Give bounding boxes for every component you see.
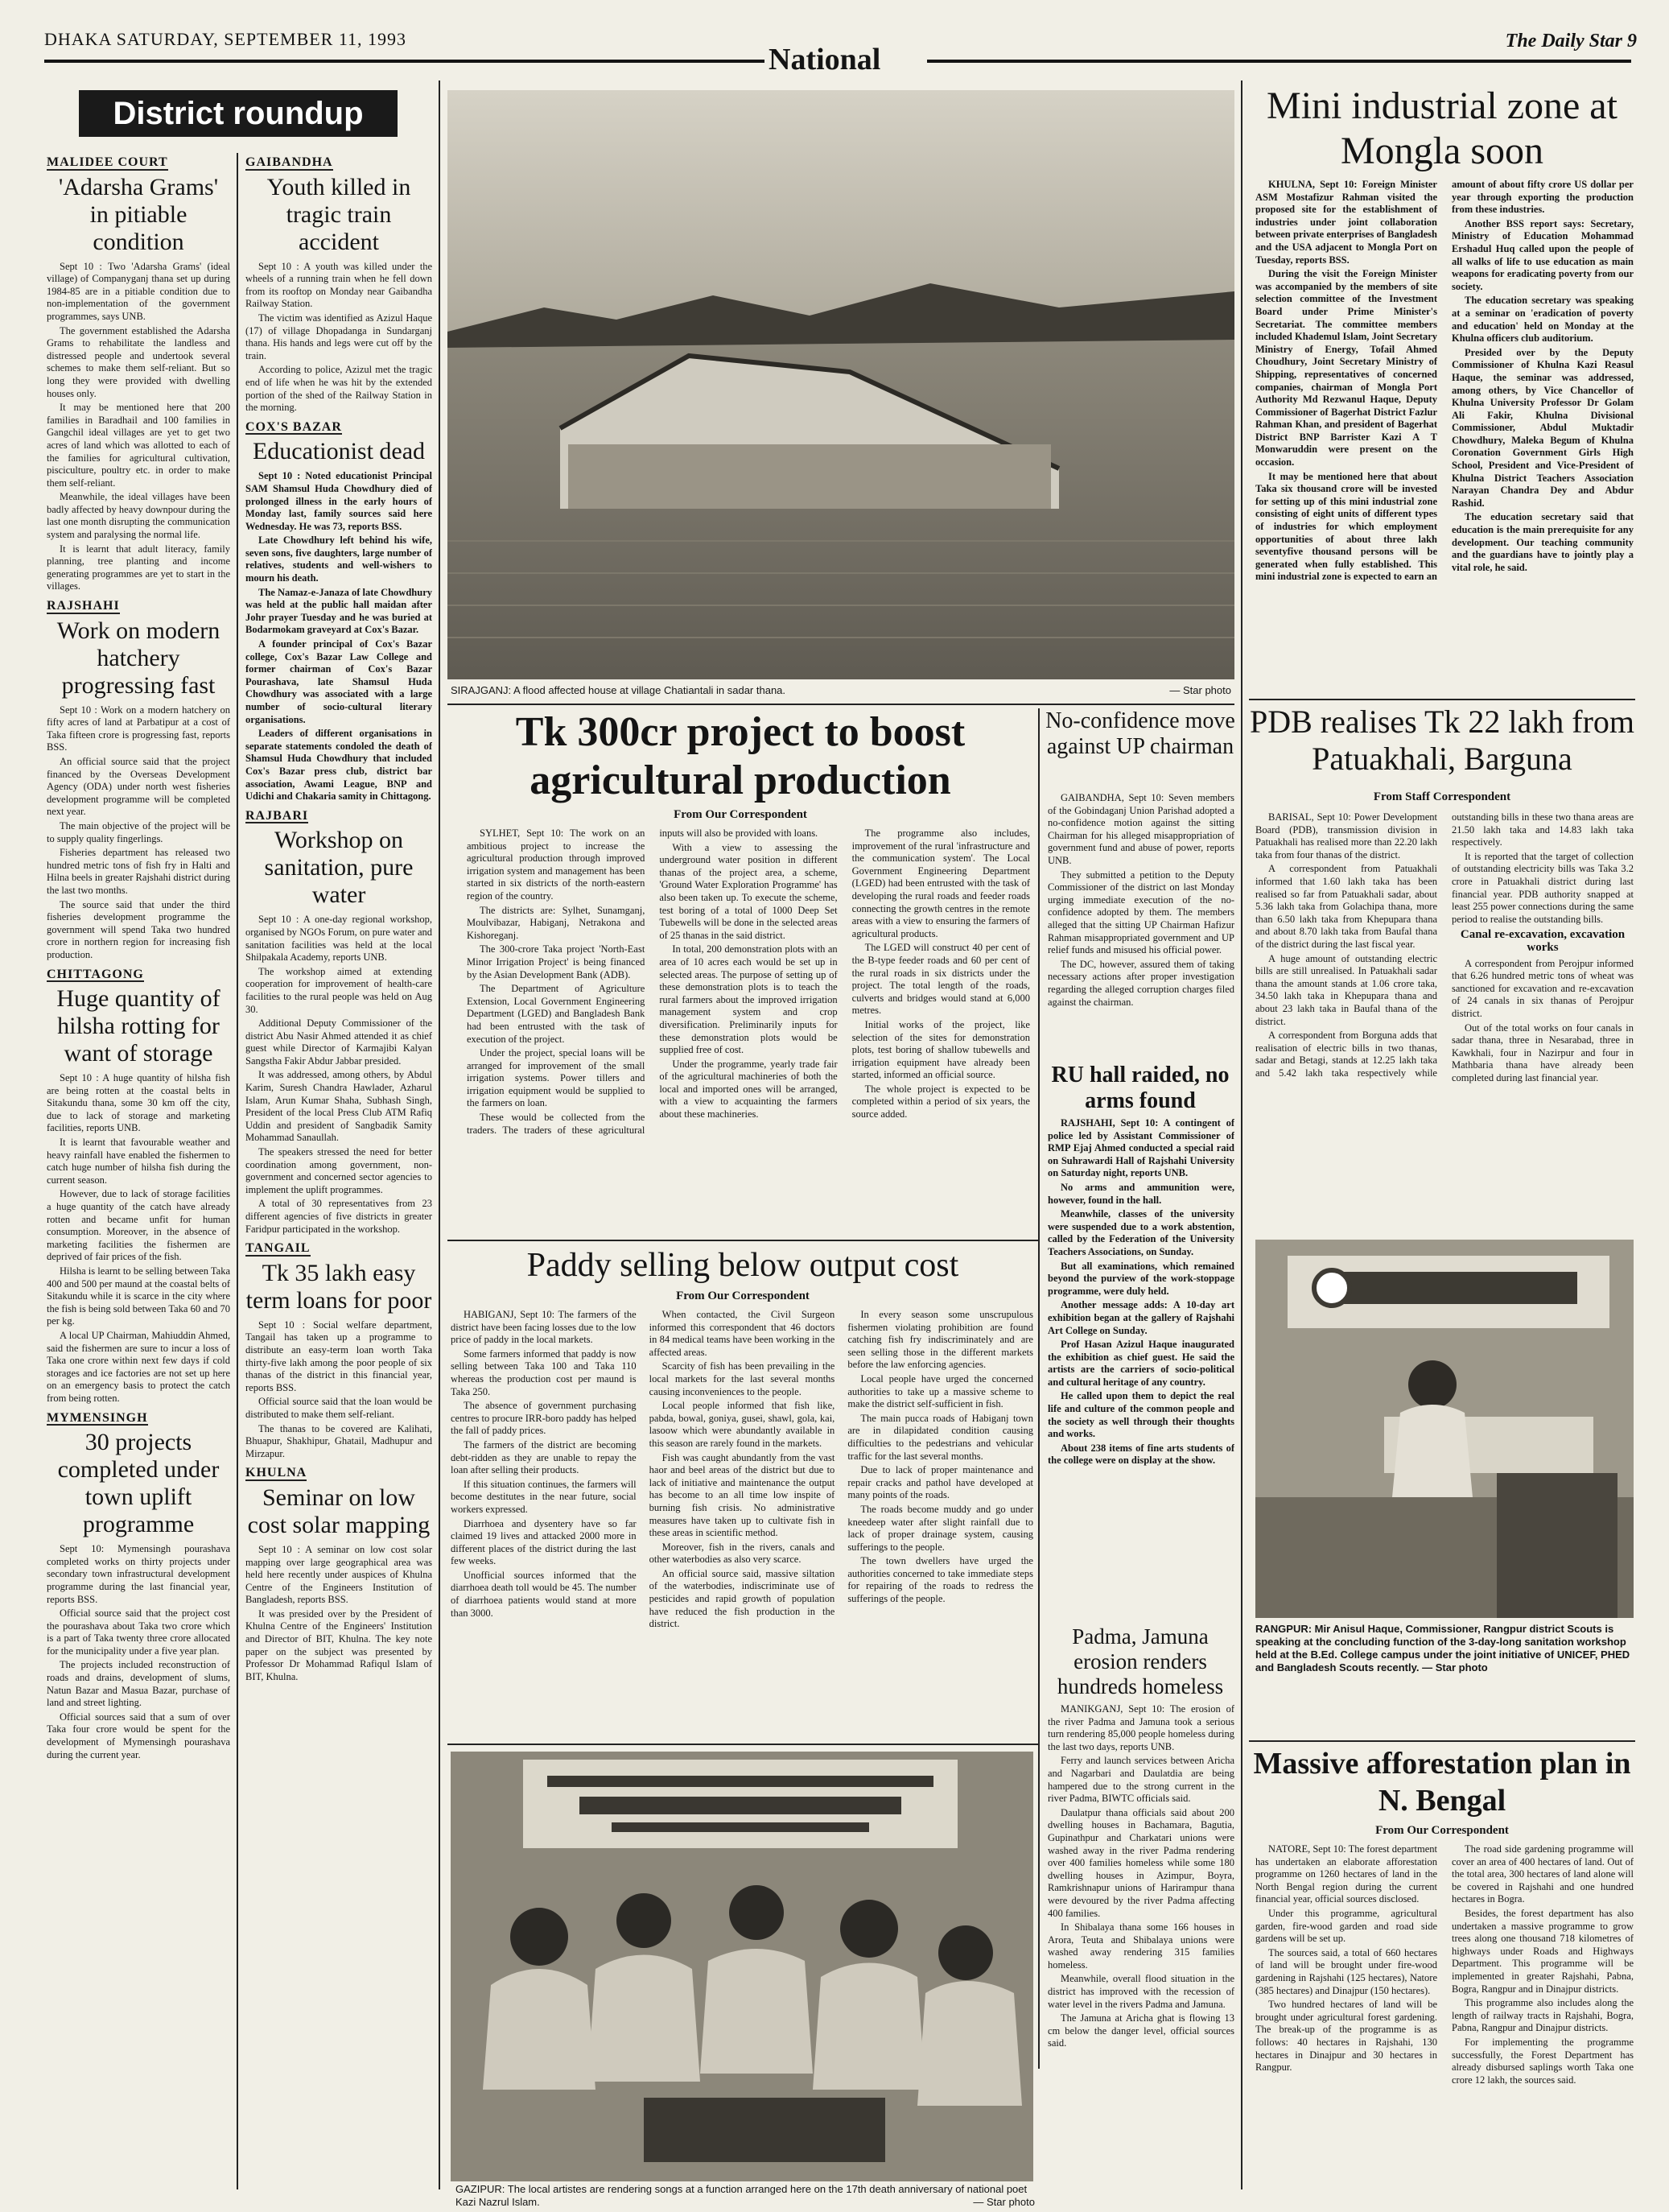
article-paragraph: Under this programme, agricultural garden, fire-wood garden and road side gardens will be set up. bbox=[1255, 1907, 1437, 1945]
divider bbox=[447, 704, 1234, 705]
divider bbox=[447, 1240, 1038, 1241]
article-paragraph: Fish was caught abundantly from the vast haor and beel areas of the district but due to lack of initiative and maintenance the output has become to an all time low inspite of burning fish crisis. No administrative measures have taken up to cultivate fish in these areas in scientific method. bbox=[649, 1451, 835, 1539]
byline: From Our Correspondent bbox=[676, 1290, 810, 1302]
article-paragraph: Leaders of different organisations in separate statements condoled the death of Shamsul Huda Chowdhury that included Cox's Bazar press club, district bar association, Awami League, BNP and Udichi and Chakaria samity in Chittagong. bbox=[245, 728, 432, 803]
gazipur-photo-caption bbox=[455, 2183, 1035, 2209]
headline: 30 projects completed under town uplift programme bbox=[57, 1429, 220, 1538]
article-paragraph: The sources said, a total of 660 hectares of land will be brought under fire-wood gardening in Rajshahi (125 hectares), Natore (385 hectares) and Dinajpur (150 hectares). bbox=[1255, 1946, 1437, 1996]
article-paragraph: An official source said, massive siltation of the waterbodies, indiscriminate use of pesticides and rapid growth of population have reduced the fish production in the district. bbox=[649, 1567, 835, 1630]
headline: Workshop on sanitation, pure water bbox=[264, 827, 414, 909]
article-paragraph: With a view to assessing the underground water position in different thanas of the project area, a scheme, 'Ground Water Exploration Programme' has also been taken up. To execute the scheme, test boring of a total of 1000 Deep Set Tubewells will be done in the selected areas of 25 thanas in the said district. bbox=[659, 841, 838, 941]
flood-house-photo bbox=[447, 90, 1234, 679]
article-paragraph: The districts are: Sylhet, Sunamganj, Moulvibazar, Habiganj, Netrakona and Kishoreganj. bbox=[467, 904, 645, 941]
article-paragraph: During the visit the Foreign Minister was accompanied by the members of site selection committee of the Investment Board under Prime Minister's Secretariat. The committee members included Khademul Islam, Joint Secretary Ministry of Energy, Tofail Ahmed Choudhury, Joint Secretary Ministry of Shipping, representatives of concerned companies, chairman of Mongla Port Authority Md Rezwanul Haque, Deputy Commissioner of Bagerhat District Fazlur Rahman Khan, and president of Bagerhat District BNP Barrister Kazi A T Monwaruddin were present on the occasion. bbox=[1255, 268, 1437, 468]
newspaper-brand: The Daily Star 9 bbox=[1505, 31, 1637, 52]
roundup-column-1 bbox=[47, 151, 230, 2188]
article-paragraph: A total of 30 representatives from 23 different agencies of five districts in greater Faridpur participated in the workshop. bbox=[245, 1198, 432, 1235]
article-paragraph: SYLHET, Sept 10: The work on an ambitious project to increase the agricultural production through improved irrigation system and management has been started in six districts of the north-eastern region of the country. bbox=[467, 827, 645, 902]
district-label: CHITTAGONG bbox=[47, 967, 144, 981]
headline: Work on modern hatchery progressing fast bbox=[56, 617, 220, 699]
article-paragraph: The whole project is expected to be completed within a period of six years, the source added. bbox=[851, 1083, 1030, 1120]
headline: Educationist dead bbox=[252, 438, 426, 465]
article-paragraph: No arms and ammunition were, however, found in the hall. bbox=[1048, 1181, 1234, 1206]
article-paragraph: An official source said that the project financed by the Overseas Development Agency (ODA) under north west fisheries development programme will be completed next year. bbox=[47, 756, 230, 818]
district-label: MALIDEE COURT bbox=[47, 155, 168, 169]
article-paragraph: BARISAL, Sept 10: Power Development Board (PDB), transmission division in Patuakhali has realised more than 22.20 lakh taka from four thanas of the district. bbox=[1255, 811, 1437, 860]
paddy-body bbox=[451, 1309, 1033, 1739]
article-paragraph: Meanwhile, the ideal villages have been badly affected by heavy downpour during the last one month disrupting the communication system and paralysing the normal life. bbox=[47, 491, 230, 541]
padma-body bbox=[1048, 1703, 1234, 2189]
district-label: RAJBARI bbox=[245, 808, 309, 823]
caption-text: RANGPUR: Mir Anisul Haque, Commissioner, Rangpur district Scouts is speaking at the concluding function of the 3-day-long sanitation workshop held at the B.Ed. College campus under the joint initiative of UNICEF, PHED and Bangladesh Scouts recently. bbox=[1255, 1623, 1630, 1673]
article-paragraph: However, due to lack of storage facilities a huge quantity of the catch have already rotten and became unfit for human consumption. Moreover, in the absence of marketing facilities the fishermen are deprived of fair prices of the fish. bbox=[47, 1188, 230, 1263]
article-paragraph: It is learnt that adult literacy, family planning, tree planting and income generating programmes are yet to start in the villages. bbox=[47, 543, 230, 592]
article-paragraph: Meanwhile, overall flood situation in the district has improved with the recession of water level in the rivers Padma and Jamuna. bbox=[1048, 1973, 1234, 2010]
article-paragraph: The thanas to be covered are Kalihati, Bhuapur, Shakhipur, Ghatail, Madhupur and Mirzapur. bbox=[245, 1422, 432, 1459]
article-paragraph: The speakers stressed the need for better coordination among government, non-government and concerned sector agencies to implement the uplift programmes. bbox=[245, 1146, 432, 1195]
headline: Tk 35 lakh easy term loans for poor bbox=[245, 1259, 432, 1314]
article-paragraph: Local people have urged the concerned authorities to take up a massive scheme to make the district self-sufficient in fish. bbox=[847, 1372, 1033, 1410]
article-paragraph: Official source said that the project cost the pourashava about Taka two crore which is a part of Taka twenty three crore allocated for the municipality under a five year plan. bbox=[47, 1607, 230, 1657]
pdb-body bbox=[1255, 811, 1634, 1233]
article-paragraph: The 300-crore Taka project 'North-East Minor Irrigation Project' is being financed by the Asian Development Bank (ADB). bbox=[467, 943, 645, 980]
mongla-body bbox=[1255, 179, 1634, 694]
article-paragraph: Besides, the forest department has also undertaken a massive programme to grow trees along one thousand 718 kilometres of highways under Roads and Highways Department. This programme will be implemented in greater Rajshahi, Pabna, Bogra, Rangpur and in Dinajpur districts. bbox=[1452, 1907, 1634, 1995]
article-paragraph: The road side gardening programme will cover an area of 400 hectares of land. Out of the total area, 300 hectares of land alone will be covered in Rajshahi and one hundred hectares in Bogra. bbox=[1452, 1843, 1634, 1905]
article-paragraph: The projects included reconstruction of roads and drains, development of slums, Natun Bazar and Masua Bazar, purchase of land and street lighting. bbox=[47, 1659, 230, 1709]
article-paragraph: Meanwhile, classes of the university were suspended due to a work abstention, called by the Federation of the University Teachers Associations, on Sunday. bbox=[1048, 1208, 1234, 1257]
article-paragraph: He called upon them to depict the real life and culture of the common people and the society as well through their thoughts and works. bbox=[1048, 1390, 1234, 1440]
mongla-headline: Mini industrial zone at Mongla soon bbox=[1267, 85, 1617, 172]
article-paragraph: It may be mentioned here that about Taka six thousand crore will be invested for setting up of this mini industrial zone consisting of eight units of different types of industries for which employment opportunities of about three lakh seventyfive thousand persons will be generated when fully established. This mini industrial zone is expected to earn an amount of about fifty crore US dollar per year through exporting the production from these industries. bbox=[1255, 179, 1634, 583]
article-paragraph: The main objective of the project will be to supply quality fingerlings. bbox=[47, 819, 230, 844]
article-paragraph: Moreover, fish in the rivers, canals and other waterbodies as also very scarce. bbox=[649, 1541, 835, 1566]
article-paragraph: Ferry and launch services between Aricha and Nagarbari and Daulatdia are being hampered due to the strong current in the river Padma, BIWTC officials said. bbox=[1048, 1755, 1234, 1805]
article-paragraph: The programme also includes, improvement of the rural 'infrastructure and the communication system'. The Local Government Engineering Department (LGED) had been entrusted with the task of developing the rural roads and feeder roads connecting the growth centres in the remote areas with a view to ensuring the farmers of agricultural products. bbox=[851, 827, 1030, 939]
district-label: RAJSHAHI bbox=[47, 599, 120, 613]
noconf-body bbox=[1048, 792, 1234, 1058]
byline: From Our Correspondent bbox=[1375, 1824, 1509, 1837]
article-paragraph: Presided over by the Deputy Commissioner of Khulna Kazi Reasul Haque, the seminar was addressed, among others, by Vice Chancellor of Khulna University Professor Dr Golam Ali Fakir, Khulna Divisional Commissioner, Abdul Muktadir Chowdhury, Maleka Begum of Khulna Coronation Government Girls High School, President and Vice-President of Khulna District Teachers Association Narayan Chandra Dey and Abdur Rashid. bbox=[1452, 346, 1634, 509]
article-paragraph: Daulatpur thana officials said about 200 dwelling houses in Bachamara, Bagutia, Gupinathpur and Charkatari unions were washed away in the river Padma rendering over 400 families homeless while some 180 dwelling houses in Azimpur, Boyra, Ramkrishnapur unions of Harirampur thana were devoured by the river Padma affecting 400 families. bbox=[1048, 1806, 1234, 1919]
article-paragraph: KHULNA, Sept 10: Foreign Minister ASM Mostafizur Rahman visited the proposed site for the establishment of industries under joint collaboration between private enterprises of Bangladesh and the USA adjacent to Mongla Port on Tuesday, reports BSS. bbox=[1255, 179, 1437, 266]
article-paragraph: In Shibalaya thana some 166 houses in Arora, Teuta and Shibalaya unions were washed away rendering 315 families homeless. bbox=[1048, 1921, 1234, 1971]
district-label: COX'S BAZAR bbox=[245, 419, 342, 434]
article-paragraph: Another message adds: A 10-day art exhibition began at the gallery of Rajshahi Art College on Sunday. bbox=[1048, 1299, 1234, 1336]
ruhall-headline: RU hall raided, no arms found bbox=[1051, 1063, 1230, 1113]
article-paragraph: It is learnt that favourable weather and heavy rainfall have enabled the fishermen to catch huge number of hilsha fish during the current season. bbox=[47, 1137, 230, 1186]
article-paragraph: MANIKGANJ, Sept 10: The erosion of the river Padma and Jamuna took a serious turn rendering 85,000 people homeless during the last two days, reports UNB. bbox=[1048, 1703, 1234, 1752]
pdb-headline: PDB realises Tk 22 lakh from Patuakhali, Barguna bbox=[1249, 704, 1635, 777]
divider bbox=[447, 1744, 1038, 1745]
article-paragraph: The source said that under the third fisheries development programme the government will spend Taka two hundred crore in northern region for increasing fish production. bbox=[47, 898, 230, 960]
byline: From Staff Correspondent bbox=[1373, 790, 1511, 803]
article-paragraph: Due to lack of proper maintenance and repair cracks and pathol have developed at many points of the roads. bbox=[847, 1464, 1033, 1501]
article-paragraph: Unofficial sources informed that the diarrhoea death toll would be 45. The number of diarrhoea patients would stand at more than 3000. bbox=[451, 1569, 637, 1619]
headline: 'Adarsha Grams' in pitiable condition bbox=[58, 173, 219, 255]
article-paragraph: In total, 200 demonstration plots with an area of 10 acres each would be set up in selected areas. The purpose of setting up of these demonstration plots is to teach the rural farmers about the improved irrigation management system and crop diversification. Preliminarily inputs for these demonstration plots would be supplied free of cost. bbox=[659, 943, 838, 1056]
paddy-headline: Paddy selling below output cost bbox=[526, 1247, 959, 1284]
rangpur-commissioner-image bbox=[1255, 1240, 1634, 1618]
photo-credit: — Star photo bbox=[1422, 1661, 1488, 1673]
divider bbox=[1249, 1740, 1635, 1742]
article-paragraph: Two hundred hectares of land will be brought under agricultural forest gardening. The break-up of the programme is as follows: 40 hectares in Rajshahi, 130 hectares in Dinajpur and 30 hectares in Rangpur. bbox=[1255, 1999, 1437, 2074]
photo-credit: — Star photo bbox=[1169, 684, 1231, 696]
article-paragraph: The roads become muddy and go under kneedeep water after slight rainfall due to lack of proper drainage system, causing sufferings to the people. bbox=[847, 1503, 1033, 1553]
masthead-rule-left bbox=[44, 60, 764, 63]
article-paragraph: A correspondent from Patuakhali informed that 1.60 lakh taka has been realised so far from Patuakhali sadar, about 5.36 lakh taka from Golachipa thana, more than 6.50 lakh taka from Khepupara thana and about 8.70 lakh taka from Baufal thana of the district during the last fiscal year. bbox=[1255, 863, 1437, 950]
article-paragraph: The Department of Agriculture Extension, Local Government Engineering Department (LGED) and Bangladesh Bank had been entrusted with the task of execution of the project. bbox=[467, 983, 645, 1045]
column-rule bbox=[237, 153, 238, 2189]
divider bbox=[1249, 699, 1635, 700]
article-paragraph: The Namaz-e-Janaza of late Chowdhury was held at the public hall maidan after Johr prayer Tuesday and he was buried at Bodarmokam graveyard at Cox's Bazar. bbox=[245, 586, 432, 636]
article-paragraph: Fisheries department has released two hundred metric tons of fish fry in Halti and Hilna beels in greater Rajshahi district during the last two months. bbox=[47, 847, 230, 896]
article-paragraph: According to police, Azizul met the tragic end of life when he was hit by the extended portion of the shed of the Railway Station in the morning. bbox=[245, 364, 432, 414]
article-paragraph: Hilsha is learnt to be selling between Taka 400 and 500 per maund at the coastal belts of Sitakundu while it is scarce in the city where the fish is being sold between Taka 60 and 70 per kg. bbox=[47, 1265, 230, 1327]
article-paragraph: Official source said that the loan would be distributed to make them self-reliant. bbox=[245, 1396, 432, 1420]
article-paragraph: The government established the Adarsha Grams to rehabilitate the landless and distressed people and undertook several schemes to make them self-reliant. But so long they were provided with dwelling houses only. bbox=[47, 324, 230, 399]
article-paragraph: Sept 10 : A huge quantity of hilsha fish are being rotten at the coastal belts in Sitakundu thana, some 30 km off the city, due to lack of storage and marketing facilities, reports UNB. bbox=[47, 1072, 230, 1134]
article-paragraph: Diarrhoea and dysentery have so far claimed 19 lives and attacked 2000 more in different places of the district during the last few weeks. bbox=[451, 1517, 637, 1567]
article-paragraph: The workshop aimed at extending cooperation for improvement of health-care facilities to the rural people was held on Aug 30. bbox=[245, 965, 432, 1015]
headline: Huge quantity of hilsha rotting for want of storage bbox=[56, 985, 220, 1067]
noconf-headline: No-confidence move against UP chairman bbox=[1045, 708, 1235, 759]
headline: Seminar on low cost solar mapping bbox=[247, 1484, 431, 1538]
article-paragraph: It is reported that the target of collection of outstanding electricity bills was Taka 3.2 crore in Patuakhali district during last financial year. PDB authority snapped at least 255 power connections during the same period to realise the outstanding bills. bbox=[1452, 850, 1634, 925]
caption-text: GAZIPUR: The local artistes are rendering songs at a function arranged here on the 17th death anniversary of national poet Kazi Nazrul Islam. bbox=[455, 2183, 1028, 2208]
article-paragraph: In every season some unscrupulous fishermen violating prohibition are found catching fish fry indiscriminately and are seen selling those in the different markets before the law enforcing agencies. bbox=[847, 1309, 1033, 1371]
article-paragraph: They submitted a petition to the Deputy Commissioner of the district on last Monday urging immediate execution of the no-confidence adopted by them. The members alleged that the sitting UP Chairman Hafizur Rahman misappropriated government and UP relief funds and misused his official power. bbox=[1048, 869, 1234, 956]
byline: From Our Correspondent bbox=[674, 808, 807, 821]
article-paragraph: Sept 10 : Social welfare department, Tangail has taken up a programme to distribute an easy-term loan worth Taka thirty-five lakh among the poor people of six thanas of the district in this financial year, reports BSS. bbox=[245, 1319, 432, 1393]
article-paragraph: Another BSS report says: Secretary, Ministry of Education Mohammad Ershadul Huq called upon the people of all walks of life to use education as main weapons for eradicating poverty from our society. bbox=[1452, 217, 1634, 292]
district-roundup-banner: District roundup bbox=[79, 90, 398, 137]
article-paragraph: Under the programme, yearly trade fair of the agricultural machineries of both the local and imported ones will be arranged, with a view to acquainting the farmers about these machineries. bbox=[659, 1058, 838, 1120]
article-paragraph: GAIBANDHA, Sept 10: Seven members of the Gobindaganj Union Parishad adopted a no-confidence motion against the sitting Chairman for his alleged misappropriation of government fund and abuse of power, reports UNB. bbox=[1048, 792, 1234, 866]
photo-credit: — Star photo bbox=[973, 2196, 1035, 2208]
section-title: National bbox=[769, 43, 881, 76]
article-paragraph: The absence of government purchasing centres to procure IRR-boro paddy has helped the fall of paddy prices. bbox=[451, 1400, 637, 1437]
article-paragraph: NATORE, Sept 10: The forest department has undertaken an elaborate afforestation programme on 1260 hectares of land in the North Bengal region during the current financial year, official sources disclosed. bbox=[1255, 1843, 1437, 1905]
afforest-body bbox=[1255, 1843, 1634, 2189]
tk300-body bbox=[467, 827, 1030, 1234]
article-paragraph: Sept 10 : Noted educationist Principal SAM Shamsul Huda Chowdhury died of prolonged illness in the early hours of Monday last, family sources said here Wednesday. He was 73, reports BSS. bbox=[245, 470, 432, 532]
gazipur-photo bbox=[451, 1752, 1033, 2181]
article-paragraph: A local UP Chairman, Mahiuddin Ahmed, said the fishermen are sure to incur a loss of Taka one crore within next few days if cold storages and ice factories are not set up here on an emergency basis to protect the catch from being rotten. bbox=[47, 1329, 230, 1404]
subheading: Canal re-excavation, excavation works bbox=[1460, 928, 1626, 954]
article-paragraph: Sept 10 : Two 'Adarsha Grams' (ideal village) of Companyganj thana set up during 1984-85 are in a pitiable condition due to non-implementation of the government programmes, says UNB. bbox=[47, 260, 230, 322]
gazipur-artistes-image bbox=[451, 1752, 1033, 2181]
article-paragraph: The education secretary was speaking at a seminar on 'eradication of poverty and education' held on Monday at the Khulna officers club auditorium. bbox=[1452, 295, 1634, 345]
article-paragraph: Sept 10: Mymensingh pourashava completed works on thirty projects under secondary town infrastructural development programme during the last financial year, reports BSS. bbox=[47, 1543, 230, 1605]
article-paragraph: These would be collected from the traders. The traders of these agricultural inputs will also be provided with loans. bbox=[467, 827, 818, 1136]
district-label: TANGAIL bbox=[245, 1241, 311, 1256]
article-paragraph: RAJSHAHI, Sept 10: A contingent of police led by Assistant Commissioner of RMP Ejaj Ahmed conducted a special raid on Suhrawardi Hall of Rajshahi University on Saturday night, reports UNB. bbox=[1048, 1117, 1234, 1179]
roundup-column-2 bbox=[245, 151, 432, 2188]
article-paragraph: Sept 10 : A one-day regional workshop, organised by NGOs Forum, on pure water and sanitation facilities was held at the local Shilpakala Academy, reports UNB. bbox=[245, 914, 432, 964]
article-paragraph: Late Chowdhury left behind his wife, seven sons, five daughters, large number of relatives, students and well-wishers to mourn his death. bbox=[245, 534, 432, 584]
article-paragraph: Initial works of the project, like selection of the sites for demonstration plots, test boring of shallow tubewells and irrigation equipment have already been started, informed an official source. bbox=[851, 1018, 1030, 1081]
article-paragraph: It was presided over by the President of Khulna Centre of the Engineers' Institution and Director of BIT, Khulna. The key note paper on the subject was presented by Professor Dr Mohammad Rafiqul Islam of BIT, Khulna. bbox=[245, 1607, 432, 1682]
caption-text: SIRAJGANJ: A flood affected house at village Chatiantali in sadar thana. bbox=[451, 684, 786, 696]
article-paragraph: When contacted, the Civil Surgeon informed this correspondent that 46 doctors in 84 medical teams have been working in the affected areas. bbox=[649, 1309, 835, 1358]
article-paragraph: But all examinations, which remained beyond the purview of the work-stoppage programme, were duly held. bbox=[1048, 1260, 1234, 1297]
article-paragraph: Official sources said that a sum of over Taka four crore would be spent for the development of Mymensingh pourashava during the current year. bbox=[47, 1711, 230, 1760]
article-paragraph: Local people informed that fish like, pabda, bowal, goniya, gusei, shawl, gola, kai, lasoow which were abundantly available in this season are rarely found in the markets. bbox=[649, 1400, 835, 1449]
article-paragraph: Sept 10 : A youth was killed under the wheels of a running train when he fell down from its rooftop on Monday near Gaibandha Railway Station. bbox=[245, 260, 432, 310]
article-paragraph: The main pucca roads of Habiganj town are in dilapidated condition causing difficulties to the pedestrians and vehicular traffic for the last several months. bbox=[847, 1412, 1033, 1462]
column-rule bbox=[1241, 80, 1242, 2189]
column-rule bbox=[439, 80, 440, 2189]
afforest-headline: Massive afforestation plan in N. Bengal bbox=[1253, 1747, 1631, 1818]
district-label: MYMENSINGH bbox=[47, 1410, 148, 1425]
article-paragraph: Additional Deputy Commissioner of the district Abu Nasir Ahmed attended it as chief guest while Director of Karmajibi Kalyan Sangstha Fakir Abdur Jabbar presided. bbox=[245, 1017, 432, 1067]
article-paragraph: Scarcity of fish has been prevailing in the local markets for the last several months causing inconveniences to the people. bbox=[649, 1360, 835, 1397]
headline: Youth killed in tragic train accident bbox=[266, 173, 411, 255]
article-paragraph: The LGED will construct 40 per cent of the B-type feeder roads and 60 per cent of the rural roads in six districts under the project. The total length of the roads, culverts and bridges would stand at 6,000 metres. bbox=[851, 942, 1030, 1017]
article-paragraph: HABIGANJ, Sept 10: The farmers of the district have been facing losses due to the low price of paddy in the local markets. bbox=[451, 1309, 637, 1346]
article-paragraph: A founder principal of Cox's Bazar college, Cox's Bazar Law College and former chairman of Cox's Bazar Pourashava, late Shamsul Huda Chowdhury was associated with a large number of socio-cultural literary organisations. bbox=[245, 638, 432, 725]
article-paragraph: If this situation continues, the farmers will become destitutes in the near future, social workers expressed. bbox=[451, 1478, 637, 1515]
dateline: DHAKA SATURDAY, SEPTEMBER 11, 1993 bbox=[44, 29, 407, 49]
article-paragraph: It was addressed, among others, by Abdul Karim, Suresh Chandra Hawlader, Azharul Islam, Arun Kumar Shaha, Subhash Singh, President of the local Press Club ATM Rafiq Uddin and president of Sangbadik Samity Mohammad Sanaullah. bbox=[245, 1069, 432, 1144]
article-paragraph: The town dwellers have urged the authorities concerned to take immediate steps for repairing of the roads to redress the sufferings of the people. bbox=[847, 1555, 1033, 1605]
article-paragraph: The DC, however, assured them of taking necessary actions after proper investigation regarding the alleged corruption charges filed against the chairman. bbox=[1048, 958, 1234, 1008]
article-paragraph: The farmers of the district are becoming debt-ridden as they are unable to repay the loan after selling their products. bbox=[451, 1438, 637, 1476]
rangpur-photo-caption bbox=[1255, 1623, 1634, 1674]
district-label: GAIBANDHA bbox=[245, 155, 333, 169]
district-label: KHULNA bbox=[245, 1466, 307, 1480]
article-paragraph: The Jamuna at Aricha ghat is flowing 13 cm below the danger level, official sources said. bbox=[1048, 2012, 1234, 2049]
article-paragraph: Under the project, special loans will be arranged for improvement of the small irrigation systems. Power tillers and irrigation equipment would be supplied to the farmers on loan. bbox=[467, 1047, 645, 1109]
flood-photo-caption bbox=[451, 684, 1231, 697]
article-paragraph: A correspondent from Borguna adds that realisation of electric bills in two thanas, sadar and Betagi, stands at 12.25 lakh taka and 5.42 lakh taka respectively while outstanding bills in these two thana areas are 21.50 lakh taka and 14.83 lakh taka respectively. bbox=[1255, 811, 1634, 1079]
article-paragraph: This programme also includes along the length of railway tracts in Rajshahi, Bogra, Pabna, Rangpur and Dinajpur districts. bbox=[1452, 1997, 1634, 2034]
article-paragraph: Prof Hasan Azizul Haque inaugurated the exhibition as chief guest. He said the artists are the carriers of socio-political and cultural heritage of any country. bbox=[1048, 1339, 1234, 1388]
article-paragraph: Sept 10 : Work on a modern hatchery on fifty acres of land at Parbatipur at a cost of Taka fifteen crore is progressing fast, reports BSS. bbox=[47, 704, 230, 753]
article-paragraph: It may be mentioned here that 200 families in Baradhail and 100 families in Gangchil ideal villages are yet to get two acres of land which was allotted to each of the families for agricultural cultivation, pisciculture, poultry etc. in order to make them self-reliant. bbox=[47, 402, 230, 489]
tk300-headline: Tk 300cr project to boost agricultural production bbox=[515, 709, 966, 803]
article-paragraph: A huge amount of outstanding electric bills are still unrealised. In Patuakhali sadar thana the amount stands at 1.06 crore taka, 34.50 lakh taka in Khepupara thana and about 23 lakh taka in Baufal thana of the district. bbox=[1255, 952, 1437, 1027]
article-paragraph: The education secretary said that education is the main prerequisite for any development. Our teaching community and the guardians have to jointly play a vital role, he said. bbox=[1452, 511, 1634, 573]
ruhall-body bbox=[1048, 1117, 1234, 1621]
flood-house-image bbox=[447, 90, 1234, 679]
article-paragraph: For implementing the programme successfully, the Forest Department has already disbursed saplings worth Taka one crore 12 lakh, the sources said. bbox=[1452, 2036, 1634, 2086]
rangpur-photo bbox=[1255, 1240, 1634, 1618]
article-paragraph: Some farmers informed that paddy is now selling between Taka 100 and Taka 110 whereas the production cost per maund is Taka 250. bbox=[451, 1347, 637, 1397]
article-paragraph: Sept 10 : A seminar on low cost solar mapping over large geographical area was held here recently under auspices of Khulna Centre of the Engineers Institution of Bangladesh, reports BSS. bbox=[245, 1543, 432, 1606]
article-paragraph: The victim was identified as Azizul Haque (17) of village Dhopadanga in Sundarganj thana. His hands and legs were cut off by the train. bbox=[245, 312, 432, 361]
column-rule bbox=[1038, 708, 1040, 2069]
masthead-rule-right bbox=[927, 60, 1631, 63]
article-paragraph: A correspondent from Perojpur informed that 6.26 hundred metric tons of wheat was sanctioned for excavation and re-excavation of 24 canals in six thanas of Perojpur district. bbox=[1452, 957, 1634, 1019]
article-paragraph: About 238 items of fine arts students of the college were on display at the show. bbox=[1048, 1442, 1234, 1467]
article-paragraph: Out of the total works on four canals in sadar thana, three in Nesarabad, three in Kawkhali, four in Nazirpur and four in Mathbaria thana have already been completed during last financial year. bbox=[1452, 1021, 1634, 1083]
padma-headline: Padma, Jamuna erosion renders hundreds homeless bbox=[1057, 1624, 1224, 1698]
